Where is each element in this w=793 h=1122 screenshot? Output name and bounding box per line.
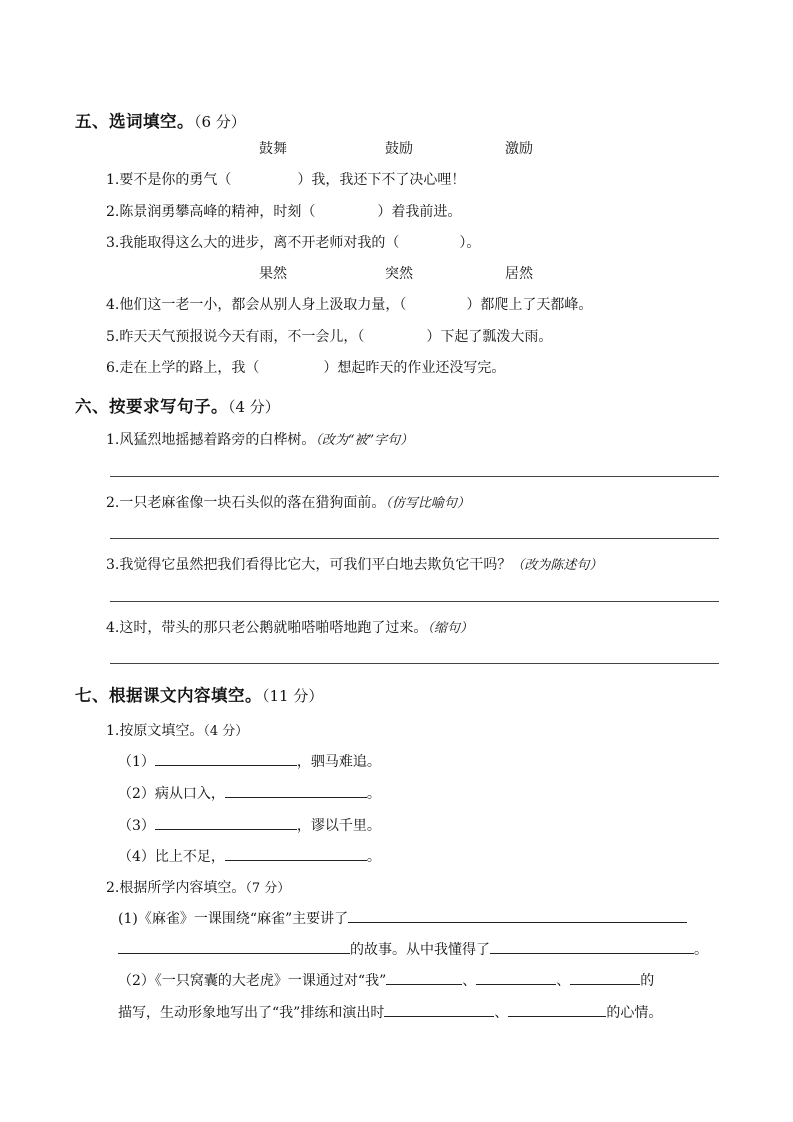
question-6-3: 3.我觉得它虽然把我们看得比它大，可我们平白地去欺负它干吗？（改为陈述句） — [106, 557, 603, 573]
word-option-1: 鼓舞 — [259, 141, 287, 157]
answer-line[interactable] — [110, 476, 719, 477]
question-hint: （改为“被”字句） — [315, 433, 414, 448]
answer-blank[interactable] — [476, 970, 556, 985]
question-6-2: 2.一只老麻雀像一块石头似的落在猎狗面前。（仿写比喻句） — [106, 495, 470, 511]
answer-blank[interactable] — [384, 1002, 494, 1017]
answer-blank[interactable] — [490, 939, 694, 954]
answer-blank[interactable] — [386, 970, 462, 985]
answer-blank[interactable] — [155, 751, 297, 766]
answer-blank[interactable] — [118, 939, 350, 954]
question-5-3: 3.我能取得这么大的进步，离不开老师对我的（ ）。 — [106, 235, 481, 251]
question-5-5: 5.昨天天气预报说今天有雨，不一会儿，（ ）下起了瓢泼大雨。 — [106, 329, 553, 345]
answer-line[interactable] — [110, 601, 719, 602]
word-option-4: 果然 — [259, 266, 287, 282]
question-hint: （仿写比喻句） — [385, 496, 470, 511]
word-option-5: 突然 — [385, 266, 413, 282]
question-5-6: 6.走在上学的路上，我（ ）想起昨天的作业还没写完。 — [106, 360, 506, 376]
fill-item-1: （1） ，驷马难追。 — [118, 751, 381, 771]
section-5-title: 五、选词填空。 — [75, 112, 194, 131]
word-option-2: 鼓励 — [385, 141, 413, 157]
fill-item-4: （4）比上不足， 。 — [118, 846, 381, 866]
section-7-heading — [75, 682, 323, 706]
subquestion-7-2: 2.根据所学内容填空。（7 分） — [106, 880, 291, 896]
fill-item-2: （2）病从口入， 。 — [118, 783, 381, 803]
question-hint: （缩句） — [427, 621, 473, 636]
fill-item-tiger-line1: （2）《一只窝囊的大老虎》一课通过对“我” 、 、 的 — [118, 970, 654, 990]
section-7-score: （11 分） — [262, 687, 324, 705]
answer-blank[interactable] — [155, 815, 297, 830]
answer-line[interactable] — [110, 663, 719, 664]
section-5-score: （6 分） — [194, 113, 246, 131]
question-6-1: 1.风猛烈地摇撼着路旁的白桦树。（改为“被”字句） — [106, 432, 414, 448]
question-5-1: 1.要不是你的勇气（ ）我，我还下不了决心哩！ — [106, 172, 466, 188]
answer-blank[interactable] — [348, 908, 687, 923]
section-6-title: 六、按要求写句子。 — [75, 397, 228, 416]
question-5-2: 2.陈景润勇攀高峰的精神，时刻（ ）着我前进。 — [106, 204, 462, 220]
question-6-4: 4.这时，带头的那只老公鹅就啪嗒啪嗒地跑了过来。（缩句） — [106, 620, 473, 636]
question-5-4: 4.他们这一老一小，都会从别人身上汲取力量，（ ）都爬上了天都峰。 — [106, 297, 593, 313]
word-option-3: 激励 — [505, 141, 533, 157]
answer-blank[interactable] — [508, 1002, 606, 1017]
answer-blank[interactable] — [225, 846, 367, 861]
section-6-heading — [75, 393, 280, 417]
question-hint: （改为陈述句） — [511, 558, 603, 573]
answer-blank[interactable] — [225, 783, 367, 798]
answer-blank[interactable] — [570, 970, 640, 985]
subquestion-7-1: 1.按原文填空。（4 分） — [106, 723, 249, 739]
fill-item-sparrow-line1: (1)《麻雀》一课围绕“麻雀”主要讲了 — [118, 908, 687, 928]
fill-item-sparrow-line2: 的故事。从中我懂得了 。 — [118, 939, 708, 959]
section-5-heading — [75, 108, 246, 132]
fill-item-tiger-line2: 描写，生动形象地写出了“我”排练和演出时 、 的心情。 — [118, 1002, 662, 1022]
section-6-score: （4 分） — [228, 398, 280, 416]
fill-item-3: （3） ，谬以千里。 — [118, 815, 381, 835]
section-7-title: 七、根据课文内容填空。 — [75, 686, 262, 705]
answer-line[interactable] — [110, 538, 719, 539]
word-option-6: 居然 — [505, 266, 533, 282]
